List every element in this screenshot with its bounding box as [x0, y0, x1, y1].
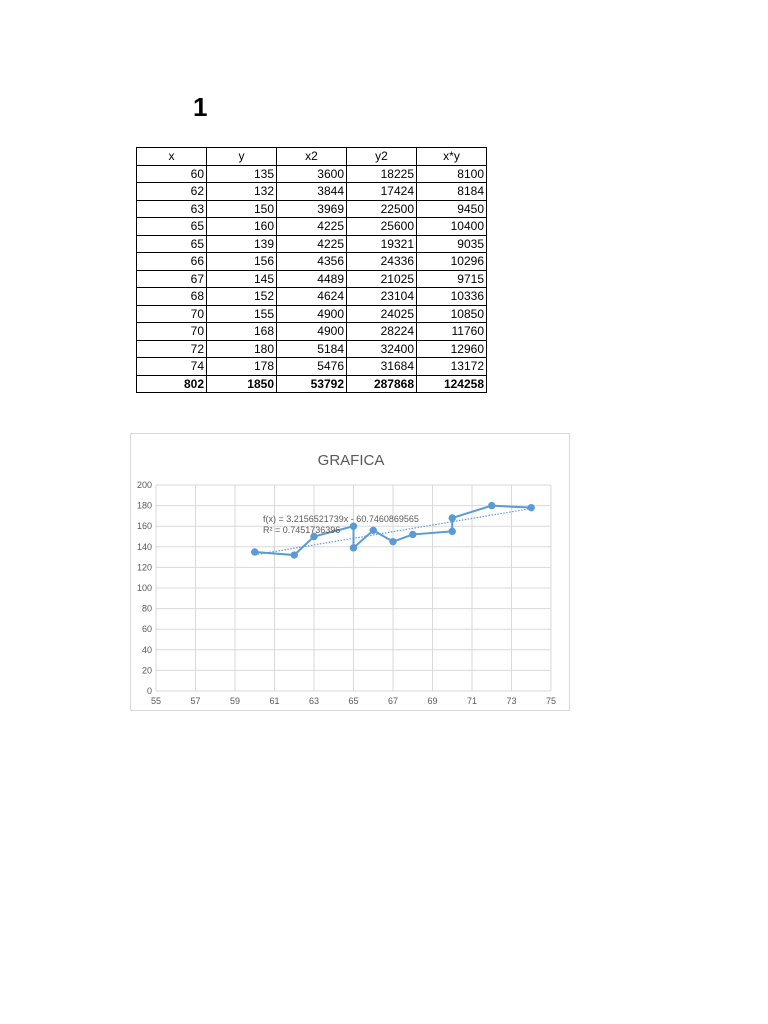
table-cell: 4900	[277, 305, 347, 323]
table-cell: 17424	[347, 183, 417, 201]
table-cell: 3844	[277, 183, 347, 201]
trendline-equation: f(x) = 3.2156521739x - 60.7460869565	[263, 514, 419, 524]
table-row	[137, 235, 487, 253]
table-cell: 65	[137, 218, 207, 236]
table-cell: 3969	[277, 200, 347, 218]
total-cell: 1850	[207, 375, 277, 393]
data-point	[449, 515, 455, 521]
table-cell: 65	[137, 235, 207, 253]
table-cell: 63	[137, 200, 207, 218]
table-cell: 74	[137, 358, 207, 376]
data-point	[390, 538, 396, 544]
scatter-chart	[131, 434, 571, 712]
y-tick-label: 200	[136, 480, 152, 490]
table-cell: 18225	[347, 165, 417, 183]
table-cell: 180	[207, 340, 277, 358]
table-row	[137, 340, 487, 358]
table-cell: 178	[207, 358, 277, 376]
table-row	[137, 218, 487, 236]
x-tick-label: 57	[190, 696, 201, 706]
table-cell: 5184	[277, 340, 347, 358]
data-point	[489, 502, 495, 508]
table-cell: 10400	[417, 218, 487, 236]
header-y2: y2	[347, 148, 417, 166]
table-cell: 19321	[347, 235, 417, 253]
table-cell: 9715	[417, 270, 487, 288]
table-cell: 152	[207, 288, 277, 306]
table-cell: 135	[207, 165, 277, 183]
table-cell: 4489	[277, 270, 347, 288]
total-cell: 53792	[277, 375, 347, 393]
table-cell: 10850	[417, 305, 487, 323]
trendline-r2: R² = 0.7451736396	[263, 525, 341, 535]
table-cell: 67	[137, 270, 207, 288]
x-tick-label: 59	[229, 696, 241, 706]
table-cell: 150	[207, 200, 277, 218]
x-tick-label: 71	[466, 696, 478, 706]
table-row	[137, 323, 487, 341]
table-cell: 31684	[347, 358, 417, 376]
table-cell: 4900	[277, 323, 347, 341]
table-cell: 24025	[347, 305, 417, 323]
data-point	[350, 545, 356, 551]
y-tick-label: 100	[136, 583, 152, 593]
table-cell: 3600	[277, 165, 347, 183]
table-cell: 28224	[347, 323, 417, 341]
table-cell: 5476	[277, 358, 347, 376]
y-tick-label: 60	[141, 624, 152, 635]
table-cell: 4225	[277, 218, 347, 236]
header-x: x	[137, 148, 207, 166]
table-row	[137, 183, 487, 201]
table-cell: 23104	[347, 288, 417, 306]
table-row	[137, 200, 487, 218]
table-header-row	[137, 148, 487, 166]
x-tick-label: 73	[506, 696, 517, 706]
header-y: y	[207, 148, 277, 166]
table-cell: 24336	[347, 253, 417, 271]
table-cell: 70	[137, 323, 207, 341]
table-cell: 60	[137, 165, 207, 183]
table-cell: 11760	[417, 323, 487, 341]
table-cell: 70	[137, 305, 207, 323]
data-point	[370, 527, 376, 533]
total-cell: 287868	[347, 375, 417, 393]
table-cell: 155	[207, 305, 277, 323]
totals-row	[137, 375, 487, 393]
table-cell: 62	[137, 183, 207, 201]
table-cell: 8184	[417, 183, 487, 201]
table-cell: 8100	[417, 165, 487, 183]
table-cell: 139	[207, 235, 277, 253]
x-tick-label: 75	[545, 696, 557, 706]
data-point	[410, 531, 416, 537]
y-tick-label: 80	[141, 603, 152, 614]
table-cell: 156	[207, 253, 277, 271]
header-x2: x2	[277, 148, 347, 166]
table-cell: 160	[207, 218, 277, 236]
total-cell: 802	[137, 375, 207, 393]
data-point	[252, 549, 258, 555]
y-tick-label: 0	[146, 686, 152, 696]
table-cell: 4356	[277, 253, 347, 271]
y-tick-label: 120	[136, 562, 152, 573]
table-cell: 68	[137, 288, 207, 306]
data-point	[528, 504, 534, 510]
x-tick-label: 65	[348, 696, 359, 706]
table-cell: 10296	[417, 253, 487, 271]
table-cell: 10336	[417, 288, 487, 306]
table-row	[137, 358, 487, 376]
header-xy: x*y	[417, 148, 487, 166]
y-tick-label: 20	[141, 665, 152, 676]
table-cell: 9035	[417, 235, 487, 253]
table-row	[137, 253, 487, 271]
data-table	[136, 147, 487, 393]
table-cell: 21025	[347, 270, 417, 288]
y-tick-label: 180	[136, 500, 152, 511]
page-number: 1	[193, 92, 208, 122]
table-cell: 132	[207, 183, 277, 201]
table-cell: 12960	[417, 340, 487, 358]
table-cell: 4225	[277, 235, 347, 253]
chart-title: GRAFICA	[317, 452, 385, 469]
x-tick-label: 61	[269, 696, 280, 706]
data-point	[449, 528, 455, 534]
table-cell: 4624	[277, 288, 347, 306]
table-cell: 72	[137, 340, 207, 358]
table-cell: 25600	[347, 218, 417, 236]
total-cell: 124258	[417, 375, 487, 393]
y-tick-label: 40	[141, 644, 152, 655]
y-tick-label: 160	[136, 521, 152, 532]
table-cell: 168	[207, 323, 277, 341]
table-row	[137, 288, 487, 306]
x-tick-label: 67	[387, 696, 399, 706]
table-cell: 32400	[347, 340, 417, 358]
table-row	[137, 270, 487, 288]
table-cell: 66	[137, 253, 207, 271]
table-cell: 9450	[417, 200, 487, 218]
table-cell: 13172	[417, 358, 487, 376]
table-cell: 145	[207, 270, 277, 288]
chart-container	[130, 433, 570, 711]
data-point	[291, 552, 297, 558]
x-tick-label: 69	[427, 696, 438, 706]
x-tick-label: 63	[308, 696, 320, 706]
x-tick-label: 55	[150, 696, 162, 706]
y-tick-label: 140	[136, 541, 152, 552]
table-row	[137, 165, 487, 183]
table-cell: 22500	[347, 200, 417, 218]
table-row	[137, 305, 487, 323]
